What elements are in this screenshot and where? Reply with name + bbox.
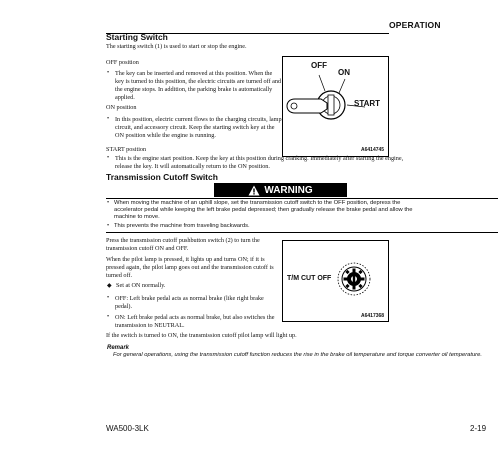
starting-switch-intro: The starting switch (1) is used to start or stop the engine.: [106, 43, 247, 50]
bullet-icon: •: [107, 70, 110, 76]
bullet-icon: •: [107, 314, 110, 320]
footer-model: WA500-3LK: [106, 424, 149, 433]
on-position-text: In this position, electric current flows to the charging circuits, lamp circuit, and accessory circuit. Keep the starting switch key at the ON position while the engine is running.: [115, 116, 282, 139]
on-item: ON: Left brake pedal acts as normal brake, but also switches the transmission to NEUTRAL.: [115, 314, 275, 329]
cutoff-paragraph-1: Press the transmission cutoff pushbutton switch (2) to turn the transmission cutoff ON and OFF.: [106, 237, 260, 252]
bullet-icon: •: [107, 223, 110, 229]
bullet-icon: •: [107, 295, 110, 301]
bullet-icon: •: [107, 116, 110, 122]
off-item: OFF: Left brake pedal acts as normal brake (like right brake pedal).: [115, 295, 264, 310]
figure-id: A6417368: [361, 313, 385, 319]
transmission-cutoff-title: Transmission Cutoff Switch: [106, 172, 218, 182]
footer-page-number: 2-19: [470, 424, 487, 433]
warning-text-2: This prevents the machine from traveling backwards.: [114, 223, 250, 229]
starting-switch-figure: [282, 56, 389, 157]
remark-title: Remark: [107, 345, 130, 351]
warning-top-rule: [106, 198, 498, 199]
off-position-text: The key can be inserted and removed at this position. When the key is turned to this position, the electric circuits are turned off and the engine stops. In addition, the parking brake is automatically applied.: [115, 70, 282, 101]
start-position-text: This is the engine start position. Keep the key at this position during cranking. Immediately after starting the engine, release the key. It will automatically return to the ON position.: [115, 155, 404, 170]
warning-triangle-icon: [248, 185, 260, 196]
switch-off-label: OFF: [311, 61, 327, 70]
switch-start-label: START: [354, 99, 381, 108]
remark-text: For general operations, using the transmission cutoff function reduces the rise in the brake oil temperature and torque converter oil temperature.: [113, 352, 482, 358]
section-header: OPERATION: [389, 20, 441, 30]
warning-banner: [214, 183, 347, 197]
bullet-icon: •: [107, 200, 110, 206]
warning-label: WARNING: [264, 184, 313, 196]
off-position-heading: OFF position: [106, 59, 139, 66]
starting-switch-title: Starting Switch: [106, 32, 168, 42]
bullet-icon: •: [107, 155, 110, 161]
warning-bottom-rule: [106, 232, 498, 233]
tm-cut-off-label: T/M CUT OFF: [287, 275, 332, 282]
warning-text-1: When moving the machine of an uphill slope, set the transmission cutoff switch to the OFF position, depress the accelerator pedal while keeping the left brake pedal depressed; then gradually release the brake pedal and allow the machine to move.: [114, 200, 413, 220]
diamond-icon: ◆: [107, 283, 112, 289]
switch-on-label: ON: [338, 68, 350, 77]
on-position-heading: ON position: [106, 104, 137, 111]
cutoff-closing-note: If the switch is turned to ON, the transmission cutoff pilot lamp will light up.: [106, 332, 297, 339]
tm-cutoff-figure: [282, 240, 389, 322]
figure-id: A6414745: [361, 147, 385, 153]
start-position-heading: START position: [106, 146, 147, 153]
set-normally-note: Set at ON normally.: [116, 282, 166, 289]
cutoff-paragraph-2: When the pilot lamp is pressed, it lights up and turns ON; if it is pressed again, the pilot lamp goes out and the transmission cutoff is turned off.: [106, 256, 274, 279]
